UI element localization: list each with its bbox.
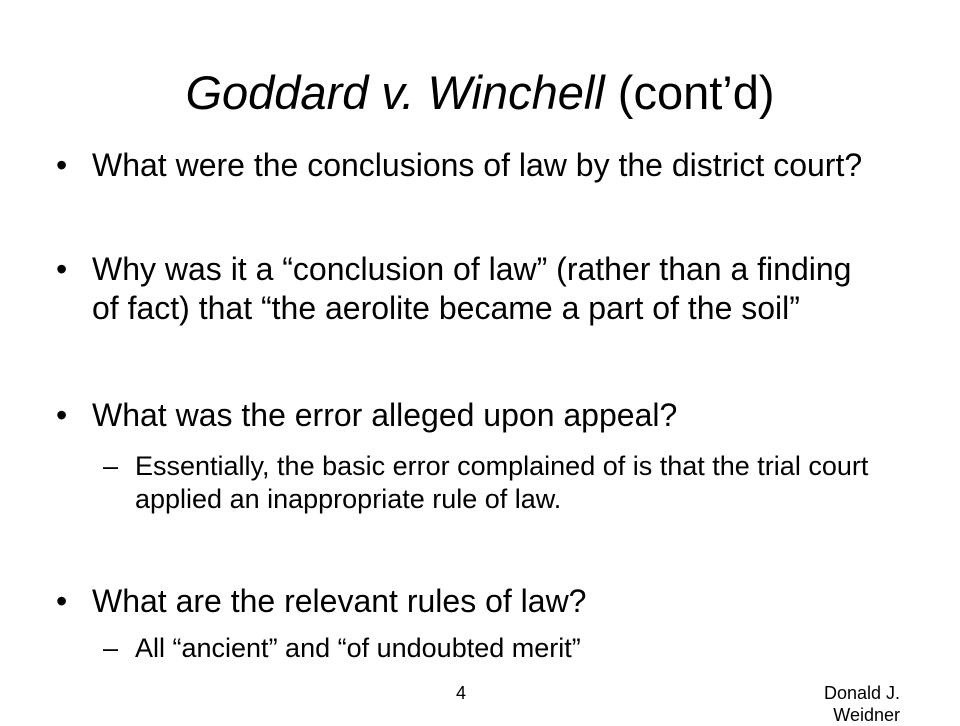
bullet-marker: • [56,147,68,183]
sub-bullet-marker: – [103,633,119,663]
title-suffix: (cont’d) [604,66,775,119]
sub-bullet-text: Essentially, the basic error complained of is that the trial court applied an inappropriate rule of law. [135,451,869,514]
bullet-text: What were the conclusions of law by the district court? [92,147,863,183]
bullet-item [56,250,876,328]
bullet-text: What was the error alleged upon appeal? [92,397,678,433]
bullet-item [56,146,876,185]
bullet-item [56,396,876,435]
sub-bullet-marker: – [103,451,119,481]
bullet-marker: • [56,251,68,287]
case-name: Goddard v. Winchell [185,66,605,119]
bullet-item [56,582,876,621]
slide-title [0,60,960,126]
page-number: 4 [456,683,467,703]
sub-bullet-text: All “ancient” and “of undoubted merit” [135,633,581,663]
sub-bullet-item [103,632,883,665]
bullet-marker: • [56,583,68,619]
bullet-text: Why was it a “conclusion of law” (rather than a finding of fact) that “the aerolite became a part of the soil” [92,251,852,326]
bullet-marker: • [56,397,68,433]
sub-bullet-item [103,450,883,516]
bullet-text: What are the relevant rules of law? [92,583,587,619]
footer-author: Donald J. Weidner [823,683,900,725]
